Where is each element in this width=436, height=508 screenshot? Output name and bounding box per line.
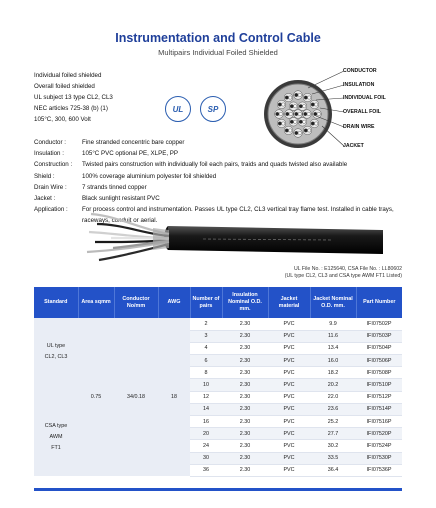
jacket-material-cell: PVC bbox=[268, 403, 310, 415]
pairs-cell: 12 bbox=[190, 391, 222, 403]
conductor-icon bbox=[278, 103, 281, 106]
jacket-od-cell: 22.0 bbox=[310, 391, 356, 403]
jacket-od-cell: 20.2 bbox=[310, 379, 356, 391]
spec-label: Jacket : bbox=[34, 195, 56, 203]
spec-label: Drain Wire : bbox=[34, 183, 67, 191]
column-header: Jacket material bbox=[268, 287, 310, 318]
jacket-od-cell: 9.9 bbox=[310, 318, 356, 330]
spec-label: Conductor : bbox=[34, 139, 66, 146]
conductor-icon bbox=[289, 112, 292, 115]
jacket-material-cell: PVC bbox=[268, 416, 310, 428]
feature-item: 105°C, 300, 600 Volt bbox=[34, 116, 91, 123]
jacket-od-cell: 16.0 bbox=[310, 355, 356, 367]
spec-value: For process control and instrumentation. Passes UL type CL2, CL3 vertical tray flame test. Installed in cable trays, raceways, conduit or aerial. bbox=[82, 206, 394, 225]
part-number-cell: IFI07504P bbox=[356, 342, 402, 354]
conductor-icon bbox=[278, 122, 281, 125]
spec-value: Black sunlight resistant PVC bbox=[82, 195, 160, 203]
jacket-material-cell: PVC bbox=[268, 464, 310, 476]
spec-row bbox=[34, 159, 422, 170]
jacket-material-cell: PVC bbox=[268, 342, 310, 354]
insulation-od-cell: 2.30 bbox=[222, 428, 268, 440]
jacket-od-cell: 25.2 bbox=[310, 416, 356, 428]
insulation-od-cell: 2.30 bbox=[222, 367, 268, 379]
part-number-cell: IFI07536P bbox=[356, 464, 402, 476]
table-bottom-bar bbox=[34, 488, 402, 491]
column-header: Jacket Nominal O.D. mm. bbox=[310, 287, 356, 318]
feature-item: UL subject 13 type CL2, CL3 bbox=[34, 94, 113, 101]
standard-label: UL type bbox=[46, 342, 66, 349]
file-reference-line: (UL type CL2, CL3 and CSA type AWM FT1 Listed) bbox=[284, 273, 402, 279]
callout-label: INSULATION bbox=[343, 82, 375, 88]
conductor-icon bbox=[279, 112, 282, 115]
conductor-icon bbox=[289, 129, 292, 132]
spec-label: Application : bbox=[34, 206, 68, 214]
pairs-cell: 20 bbox=[190, 428, 222, 440]
column-header: Insulation Nominal O.D. mm. bbox=[222, 287, 268, 318]
jacket-material-cell: PVC bbox=[268, 318, 310, 330]
file-reference bbox=[285, 266, 402, 280]
spec-value: 100% coverage aluminium polyester foil shielded bbox=[82, 172, 217, 180]
part-number-cell: IFI07530P bbox=[356, 452, 402, 464]
conductor-icon bbox=[294, 120, 297, 123]
conductor-icon bbox=[289, 96, 292, 99]
jacket-material-cell: PVC bbox=[268, 440, 310, 452]
jacket-material-cell: PVC bbox=[268, 367, 310, 379]
spec-value: Fine stranded concentric bare copper bbox=[82, 139, 185, 146]
insulation-od-cell: 2.30 bbox=[222, 416, 268, 428]
standard-label: FT1 bbox=[51, 444, 61, 451]
jacket-od-cell: 36.4 bbox=[310, 464, 356, 476]
column-header: Conductor No/mm bbox=[114, 287, 158, 318]
jacket-material-cell: PVC bbox=[268, 379, 310, 391]
insulation-od-cell: 2.30 bbox=[222, 330, 268, 342]
conductor-icon bbox=[295, 93, 298, 96]
jacket-od-cell: 13.4 bbox=[310, 342, 356, 354]
cable-photo-icon bbox=[83, 212, 383, 264]
jacket-material-cell: PVC bbox=[268, 428, 310, 440]
spec-label: Insulation : bbox=[34, 150, 64, 158]
insulation-od-cell: 2.30 bbox=[222, 355, 268, 367]
part-number-cell: IFI07506P bbox=[356, 355, 402, 367]
standard-label: CSA type bbox=[44, 422, 68, 429]
pairs-cell: 30 bbox=[190, 452, 222, 464]
pairs-cell: 4 bbox=[190, 342, 222, 354]
table-body bbox=[34, 318, 402, 476]
conductor-icon bbox=[295, 131, 298, 134]
part-number-cell: IFI07524P bbox=[356, 440, 402, 452]
pairs-cell: 3 bbox=[190, 330, 222, 342]
insulation-od-cell: 2.30 bbox=[222, 440, 268, 452]
column-header: Part Number bbox=[356, 287, 402, 318]
part-number-cell: IFI07502P bbox=[356, 318, 402, 330]
jacket-od-cell: 11.6 bbox=[310, 330, 356, 342]
feature-item: NEC articles 725-38 (b) (1) bbox=[34, 105, 108, 112]
awg-cell: 18 bbox=[158, 318, 190, 476]
insulation-od-cell: 2.30 bbox=[222, 403, 268, 415]
spec-label: Construction : bbox=[34, 161, 73, 169]
feature-list bbox=[34, 70, 113, 125]
insulation-od-cell: 2.30 bbox=[222, 452, 268, 464]
pairs-cell: 6 bbox=[190, 355, 222, 367]
conductor-icon bbox=[295, 112, 298, 115]
conductor-icon bbox=[290, 120, 293, 123]
standard-label: AWM bbox=[49, 433, 63, 440]
spec-row bbox=[34, 182, 422, 193]
callout-label: JACKET bbox=[343, 143, 364, 149]
pairs-cell: 10 bbox=[190, 379, 222, 391]
table-header-row bbox=[34, 287, 402, 318]
part-number-cell: IFI07520P bbox=[356, 428, 402, 440]
insulation-od-cell: 2.30 bbox=[222, 318, 268, 330]
feature-item: Individual foiled shielded bbox=[34, 72, 102, 79]
callout-label: OVERALL FOIL bbox=[343, 109, 381, 115]
jacket-od-cell: 23.6 bbox=[310, 403, 356, 415]
spec-row bbox=[34, 137, 422, 148]
spec-row bbox=[34, 193, 422, 204]
jacket-material-cell: PVC bbox=[268, 391, 310, 403]
standard-cell bbox=[34, 318, 78, 476]
conductor-icon bbox=[282, 103, 285, 106]
spec-value: 105°C PVC optional PE, XLPE, PP bbox=[82, 150, 179, 158]
pairs-cell: 24 bbox=[190, 440, 222, 452]
jacket-material-cell: PVC bbox=[268, 330, 310, 342]
callout-label: DRAIN WIRE bbox=[343, 124, 375, 130]
spec-row bbox=[34, 171, 422, 182]
conductor-cell: 34/0.18 bbox=[114, 318, 158, 476]
part-number-cell: IFI07508P bbox=[356, 367, 402, 379]
table-row bbox=[34, 318, 402, 330]
jacket-od-cell: 33.5 bbox=[310, 452, 356, 464]
column-header: Area sqmm bbox=[78, 287, 114, 318]
spec-row bbox=[34, 148, 422, 159]
insulation-od-cell: 2.30 bbox=[222, 391, 268, 403]
conductor-icon bbox=[285, 96, 288, 99]
file-reference-line: UL File No. : E125640, CSA File No. : LL80602 bbox=[294, 266, 402, 272]
part-number-cell: IFI07516P bbox=[356, 416, 402, 428]
conductor-icon bbox=[290, 105, 293, 108]
area-cell: 0.75 bbox=[78, 318, 114, 476]
insulation-od-cell: 2.30 bbox=[222, 342, 268, 354]
spec-value: Twisted pairs construction with individually foil each pairs, traids and quads twisted also available bbox=[82, 161, 348, 169]
insulation-od-cell: 2.30 bbox=[222, 464, 268, 476]
page-subtitle: Multipairs Individual Foiled Shielded bbox=[158, 48, 278, 57]
part-number-cell: IFI07510P bbox=[356, 379, 402, 391]
pairs-cell: 36 bbox=[190, 464, 222, 476]
standard-label: CL2, CL3 bbox=[44, 353, 68, 360]
part-number-cell: IFI07503P bbox=[356, 330, 402, 342]
conductor-icon bbox=[276, 112, 279, 115]
conductor-icon bbox=[294, 105, 297, 108]
pairs-cell: 14 bbox=[190, 403, 222, 415]
conductor-icon bbox=[285, 129, 288, 132]
pairs-cell: 16 bbox=[190, 416, 222, 428]
conductor-icon bbox=[282, 122, 285, 125]
page-title: Instrumentation and Control Cable bbox=[115, 31, 321, 45]
jacket-od-cell: 30.2 bbox=[310, 440, 356, 452]
column-header: AWG bbox=[158, 287, 190, 318]
spec-value: 7 strands tinned copper bbox=[82, 183, 147, 191]
part-number-cell: IFI07514P bbox=[356, 403, 402, 415]
spec-label: Shield : bbox=[34, 172, 55, 180]
jacket-material-cell: PVC bbox=[268, 452, 310, 464]
jacket-material-cell: PVC bbox=[268, 355, 310, 367]
callout-label: INDIVIDUAL FOIL bbox=[343, 95, 386, 101]
jacket-od-cell: 18.2 bbox=[310, 367, 356, 379]
insulation-od-cell: 2.30 bbox=[222, 379, 268, 391]
conductor-icon bbox=[286, 112, 289, 115]
column-header: Standard bbox=[34, 287, 78, 318]
spec-table bbox=[34, 287, 402, 477]
part-number-cell: IFI07512P bbox=[356, 391, 402, 403]
pairs-cell: 8 bbox=[190, 367, 222, 379]
callout-label: CONDUCTOR bbox=[343, 68, 377, 74]
jacket-od-cell: 27.7 bbox=[310, 428, 356, 440]
pairs-cell: 2 bbox=[190, 318, 222, 330]
column-header: Number of pairs bbox=[190, 287, 222, 318]
feature-item: Overall foiled shielded bbox=[34, 83, 95, 90]
ul-logo-icon: UL bbox=[165, 96, 191, 122]
csa-logo-icon: SP bbox=[200, 96, 226, 122]
